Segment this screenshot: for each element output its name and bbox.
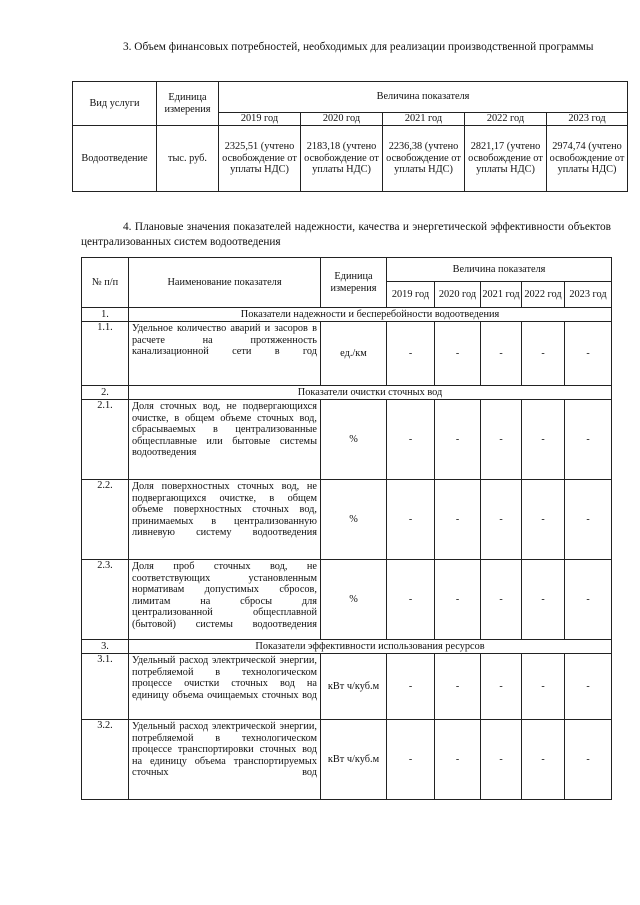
indicator-name: Удельный расход электрической энергии, потребляемой в технологическом процессе очистки сточных вод на единицу объема очищаемых сточных вод (129, 654, 321, 720)
table-row (82, 654, 612, 720)
year-header: 2021 год (383, 113, 465, 126)
indicators-table (81, 257, 612, 800)
indicator-value: - (522, 400, 565, 480)
indicator-value: - (522, 720, 565, 800)
group-number: 3. (82, 640, 129, 654)
section-4-heading: 4. Плановые значения показателей надежности, качества и энергетической эффективности объектов централизованных систем водоотведения (81, 221, 611, 248)
row-number: 2.2. (82, 480, 129, 560)
indicator-value: - (435, 560, 481, 640)
year-header: 2021 год (481, 282, 522, 308)
group-row (82, 386, 612, 400)
indicator-unit: % (321, 480, 387, 560)
financial-needs-table (72, 81, 628, 192)
row-number: 1.1. (82, 322, 129, 386)
table-row (82, 400, 612, 480)
indicator-unit: кВт ч/куб.м (321, 720, 387, 800)
indicator-value: - (435, 720, 481, 800)
group-number: 2. (82, 386, 129, 400)
group-row (82, 308, 612, 322)
indicator-value: - (435, 322, 481, 386)
indicator-value: - (522, 560, 565, 640)
col-header-value: Величина показателя (219, 82, 628, 113)
indicator-value: - (387, 654, 435, 720)
row-number: 3.2. (82, 720, 129, 800)
table-row (82, 560, 612, 640)
unit-cell: тыс. руб. (157, 126, 219, 192)
col-header-unit: Единица измерения (321, 258, 387, 308)
group-row (82, 640, 612, 654)
group-title: Показатели надежности и бесперебойности водоотведения (129, 308, 612, 322)
indicator-value: - (387, 560, 435, 640)
indicator-value: - (387, 400, 435, 480)
row-number: 3.1. (82, 654, 129, 720)
col-header-value: Величина показателя (387, 258, 612, 282)
group-number: 1. (82, 308, 129, 322)
indicator-name: Доля проб сточных вод, не соответствующих установленным нормативам допустимых сбросов, лимитам на сбросы для централизованной общесплавной (бытовой) системы водоотведения (129, 560, 321, 640)
year-header: 2020 год (435, 282, 481, 308)
indicator-name: Доля сточных вод, не подвергающихся очистке, в общем объеме сточных вод, сбрасываемых в централизованные общесплавные или бытовые системы водоотведения (129, 400, 321, 480)
indicator-value: - (481, 560, 522, 640)
col-header-service: Вид услуги (73, 82, 157, 126)
indicator-value: - (565, 480, 612, 560)
value-cell: 2974,74 (учтено освобождение от уплаты НДС) (547, 126, 628, 192)
value-cell: 2183,18 (учтено освобождение от уплаты НДС) (301, 126, 383, 192)
indicator-unit: % (321, 400, 387, 480)
value-cell: 2236,38 (учтено освобождение от уплаты НДС) (383, 126, 465, 192)
indicator-value: - (565, 720, 612, 800)
indicator-value: - (565, 322, 612, 386)
year-header: 2019 год (387, 282, 435, 308)
indicator-unit: ед./км (321, 322, 387, 386)
indicator-value: - (387, 322, 435, 386)
indicator-value: - (387, 480, 435, 560)
indicator-value: - (481, 720, 522, 800)
year-header: 2023 год (547, 113, 628, 126)
year-header: 2019 год (219, 113, 301, 126)
indicator-value: - (522, 322, 565, 386)
indicator-name: Доля поверхностных сточных вод, не подвергающихся очистке, в общем объеме поверхностных сточных вод, принимаемых в централизованную ливневую систему водоотведения (129, 480, 321, 560)
col-header-unit: Единица измерения (157, 82, 219, 126)
year-header: 2023 год (565, 282, 612, 308)
indicator-value: - (387, 720, 435, 800)
col-header-num: № п/п (82, 258, 129, 308)
group-title: Показатели эффективности использования ресурсов (129, 640, 612, 654)
indicator-value: - (565, 560, 612, 640)
service-cell: Водоотведение (73, 126, 157, 192)
row-number: 2.3. (82, 560, 129, 640)
section-3-heading: 3. Объем финансовых потребностей, необходимых для реализации производственной программы (123, 41, 594, 53)
year-header: 2022 год (522, 282, 565, 308)
indicator-value: - (481, 400, 522, 480)
indicator-value: - (522, 480, 565, 560)
row-number: 2.1. (82, 400, 129, 480)
table-row (82, 720, 612, 800)
indicator-unit: кВт ч/куб.м (321, 654, 387, 720)
indicator-value: - (481, 654, 522, 720)
table-row (82, 322, 612, 386)
col-header-name: Наименование показателя (129, 258, 321, 308)
group-title: Показатели очистки сточных вод (129, 386, 612, 400)
indicator-value: - (565, 654, 612, 720)
value-cell: 2821,17 (учтено освобождение от уплаты НДС) (465, 126, 547, 192)
indicator-value: - (522, 654, 565, 720)
indicator-name: Удельный расход электрической энергии, потребляемой в технологическом процессе транспортировки сточных вод на единицу объема транспортируемых сточных вод (129, 720, 321, 800)
indicator-value: - (481, 480, 522, 560)
indicator-value: - (435, 654, 481, 720)
year-header: 2022 год (465, 113, 547, 126)
table-row (82, 480, 612, 560)
year-header: 2020 год (301, 113, 383, 126)
indicator-name: Удельное количество аварий и засоров в расчете на протяженность канализационной сети в год (129, 322, 321, 386)
indicator-value: - (481, 322, 522, 386)
indicator-value: - (435, 400, 481, 480)
value-cell: 2325,51 (учтено освобождение от уплаты НДС) (219, 126, 301, 192)
indicator-value: - (565, 400, 612, 480)
indicator-value: - (435, 480, 481, 560)
indicator-unit: % (321, 560, 387, 640)
